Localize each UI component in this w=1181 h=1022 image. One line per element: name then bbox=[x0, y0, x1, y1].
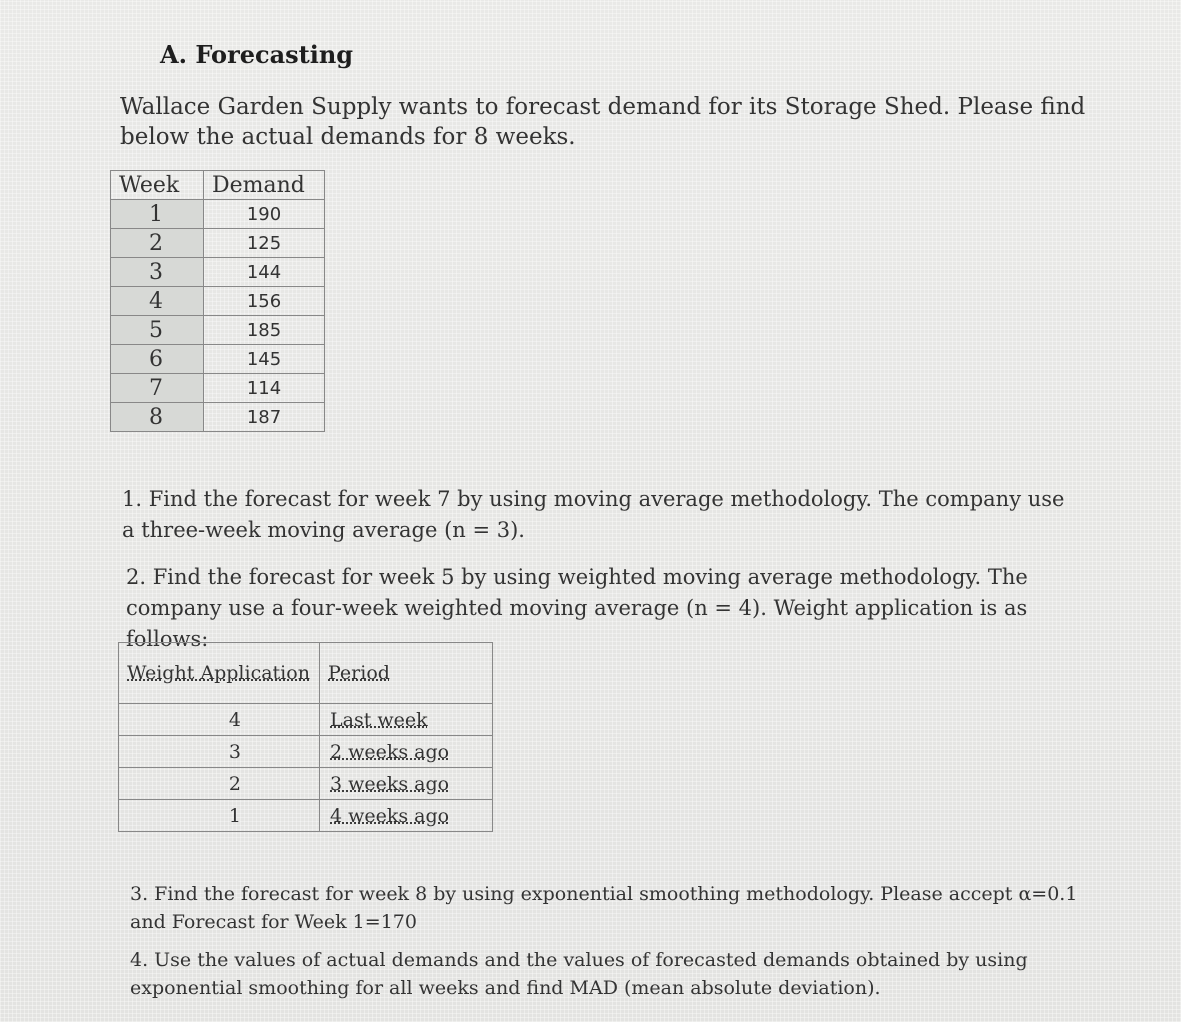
demand-cell: 145 bbox=[204, 345, 325, 374]
demand-cell: 114 bbox=[204, 374, 325, 403]
demand-cell: 187 bbox=[204, 403, 325, 432]
question-3: 3. Find the forecast for week 8 by using exponential smoothing methodology. Please accept α=0.1 and Forecast for Week 1=170 bbox=[130, 883, 1078, 933]
section-title: A. Forecasting bbox=[160, 40, 354, 69]
demand-cell: 156 bbox=[204, 287, 325, 316]
period-cell: 4 weeks ago bbox=[320, 800, 493, 832]
table-row bbox=[119, 768, 493, 800]
demand-cell: 125 bbox=[204, 229, 325, 258]
period-cell: 2 weeks ago bbox=[320, 736, 493, 768]
period-cell: Last week bbox=[320, 704, 493, 736]
table-row bbox=[119, 736, 493, 768]
weight-cell: 2 bbox=[119, 768, 320, 800]
table-row bbox=[111, 403, 325, 432]
demand-table-header-row bbox=[111, 171, 325, 200]
week-cell: 8 bbox=[111, 403, 204, 432]
demand-cell: 144 bbox=[204, 258, 325, 287]
period-cell: 3 weeks ago bbox=[320, 768, 493, 800]
table-row bbox=[111, 229, 325, 258]
weight-cell: 1 bbox=[119, 800, 320, 832]
table-row bbox=[111, 258, 325, 287]
demand-cell: 185 bbox=[204, 316, 325, 345]
demand-cell: 190 bbox=[204, 200, 325, 229]
week-cell: 3 bbox=[111, 258, 204, 287]
period-column-header: Period bbox=[328, 662, 390, 684]
week-cell: 7 bbox=[111, 374, 204, 403]
week-column-header: Week bbox=[111, 171, 204, 200]
week-cell: 5 bbox=[111, 316, 204, 345]
week-cell: 4 bbox=[111, 287, 204, 316]
weight-table-header-row bbox=[119, 643, 493, 704]
week-cell: 6 bbox=[111, 345, 204, 374]
weight-cell: 3 bbox=[119, 736, 320, 768]
demand-column-header: Demand bbox=[204, 171, 325, 200]
table-row bbox=[111, 287, 325, 316]
intro-paragraph: Wallace Garden Supply wants to forecast demand for its Storage Shed. Please find below the actual demands for 8 weeks. bbox=[120, 94, 1086, 150]
weight-cell: 4 bbox=[119, 704, 320, 736]
week-cell: 2 bbox=[111, 229, 204, 258]
week-cell: 1 bbox=[111, 200, 204, 229]
table-row bbox=[119, 800, 493, 832]
question-4: 4. Use the values of actual demands and the values of forecasted demands obtained by using exponential smoothing for all weeks and find MAD (mean absolute deviation). bbox=[130, 949, 1028, 999]
weight-application-column-header: Weight Application bbox=[127, 662, 310, 684]
weight-table bbox=[118, 642, 493, 832]
table-row bbox=[111, 200, 325, 229]
table-row bbox=[111, 345, 325, 374]
question-2: 2. Find the forecast for week 5 by using weighted moving average methodology. The company use a four-week weighted moving average (n = 4). Weight application is as follows: bbox=[126, 565, 1028, 651]
demand-table bbox=[110, 170, 325, 432]
table-row bbox=[119, 704, 493, 736]
table-row bbox=[111, 374, 325, 403]
question-1: 1. Find the forecast for week 7 by using moving average methodology. The company use a three-week moving average (n = 3). bbox=[122, 487, 1065, 542]
table-row bbox=[111, 316, 325, 345]
